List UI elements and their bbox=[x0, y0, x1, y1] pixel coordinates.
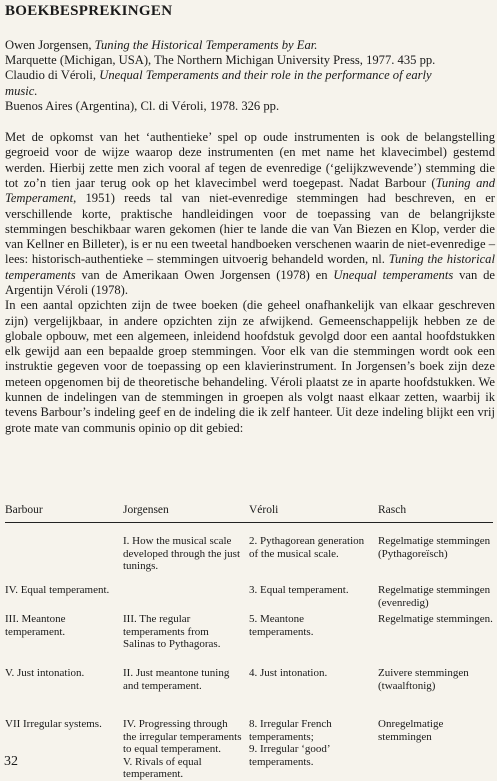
cell-jorgensen: I. How the musical scale developed through the just tunings. bbox=[123, 535, 241, 573]
cell-jorgensen: II. Just meantone tuning and temperament. bbox=[123, 667, 230, 692]
paragraph-1-text-a: Met de opkomst van het ‘authentieke’ spel op oude instrumenten is ook de belangstelling gegroeid voor de wijze waarop deze instrumenten (en met name het klavecimbel) gestemd werden. Hierbij zette men zich vooral af tegen de evenredige (‘gelijkzwevende’) stemming die tot zo’n tien jaar terug ook op het klavecimbel werd toegepast. Nadat Barbour ( bbox=[5, 130, 495, 190]
cell-rasch: Onregelmatige stemmingen bbox=[378, 718, 444, 743]
review-body bbox=[5, 130, 495, 436]
reference-2-publisher: Buenos Aires (Argentina), Cl. di Véroli, 1978. 326 pp. bbox=[5, 98, 280, 113]
paragraph-1-italic-jorgensen: Tuning the historical temperaments bbox=[5, 252, 495, 282]
header-jorgensen: Jorgensen bbox=[123, 504, 169, 516]
page bbox=[5, 2, 496, 781]
cell-veroli: 3. Equal temperament. bbox=[249, 584, 349, 596]
cell-veroli: 5. Meantone temperaments. bbox=[249, 613, 314, 638]
paragraph-1-text-e: van de Amerikaan Owen Jorgensen (1978) en bbox=[75, 267, 334, 282]
cell-rasch: Zuivere stemmingen (twaalftonig) bbox=[378, 667, 469, 692]
cell-barbour: VII Irregular systems. bbox=[5, 718, 102, 730]
book-references bbox=[5, 38, 495, 114]
reference-1-title-line bbox=[5, 38, 495, 53]
cell-veroli: 2. Pythagorean generation of the musical scale. bbox=[249, 535, 365, 560]
header-barbour: Barbour bbox=[5, 504, 43, 516]
paragraph-1 bbox=[5, 130, 495, 298]
cell-rasch: Regelmatige stemmingen. bbox=[378, 613, 493, 625]
page-heading: BOEKBESPREKINGEN bbox=[5, 3, 173, 19]
paragraph-1-text-c: , 1951) reeds tal van niet-evenredige stemmingen had beschreven, en er verschillende korte, praktische handleidingen voor de toepassing van de belangrijkste stemmingen beschikbaar waren gekomen (hier te lande die van Van Biezen en Klop, verder die van Kellner en Billeter), is er nu een tweetal handboeken verschenen waarin de niet-evenredige – lees: historisch-authentieke – stemmingen uitvoerig behandeld worden, nl. bbox=[5, 191, 495, 267]
header-rasch: Rasch bbox=[378, 504, 407, 516]
cell-barbour: V. Just intonation. bbox=[5, 667, 85, 679]
reference-2-title-cont bbox=[5, 84, 495, 99]
cell-jorgensen: IV. Progressing through the irregular temperaments to equal temperament. V. Rivals of equal temperament. bbox=[123, 718, 242, 781]
reference-2-title-end: music. bbox=[5, 83, 38, 98]
cell-veroli: 4. Just intonation. bbox=[249, 667, 328, 679]
reference-1-author: Owen Jorgensen, bbox=[5, 38, 95, 52]
table-header bbox=[5, 499, 493, 521]
cell-veroli: 8. Irregular French temperaments; 9. Irregular ‘good’ temperaments. bbox=[249, 718, 332, 768]
reference-2-title-line bbox=[5, 68, 495, 83]
cell-barbour: IV. Equal temperament. bbox=[5, 584, 110, 596]
reference-1-publisher: Marquette (Michigan, USA), The Northern Michigan University Press, 1977. 435 pp. bbox=[5, 53, 436, 68]
paragraph-1-text-g: van de Argentijn Véroli (1978). bbox=[5, 267, 496, 297]
cell-barbour: III. Meantone temperament. bbox=[5, 613, 66, 638]
paragraph-1-italic-barbour: Tuning and Temperament bbox=[5, 175, 495, 206]
reference-2-author: Claudio di Véroli, bbox=[5, 68, 100, 83]
cell-rasch: Regelmatige stemmingen (Pythagoreïsch) bbox=[378, 535, 491, 560]
reference-1-title: Tuning the Historical Temperaments by Ear. bbox=[94, 38, 318, 52]
paragraph-2: In een aantal opzichten zijn de twee boeken (die geheel onafhankelijk van elkaar geschreven zijn) vergelijkbaar, in andere opzichten zijn ze afwijkend. Gemeenschappelijk hebben ze de globale opbouw, met een algemeen, inleidend hoofdstuk gevolgd door een aantal hoofdstukken elk gewijd aan een bepaalde groep stemmingen. Voor elk van die stemmingen wordt ook een instruktie gegeven voor de toepassing op een klavierinstrument. In Jorgensen’s boek zijn deze meteen opgenomen bij de theoretische behandeling. Véroli plaatst ze in aparte hoofdstukken. We kunnen de indelingen van de stemmingen in groepen als volgt naast elkaar zetten, waarbij ik tevens Barbour’s indeling geef en de indeling die ik zelf hanteer. Uit deze indeling blijkt een vrij grote mate van communis opinio op dit gebied: bbox=[5, 298, 495, 435]
paragraph-1-italic-veroli: Unequal temperaments bbox=[333, 267, 454, 282]
page-number: 32 bbox=[4, 754, 18, 769]
table-header-rule bbox=[5, 522, 493, 523]
header-veroli: Véroli bbox=[249, 504, 279, 516]
reference-2-title: Unequal Temperaments and their role in the performance of early bbox=[99, 68, 432, 83]
cell-rasch: Regelmatige stemmingen (evenredig) bbox=[378, 584, 491, 609]
cell-jorgensen: III. The regular temperaments from Salinas to Pythagoras. bbox=[123, 613, 221, 651]
